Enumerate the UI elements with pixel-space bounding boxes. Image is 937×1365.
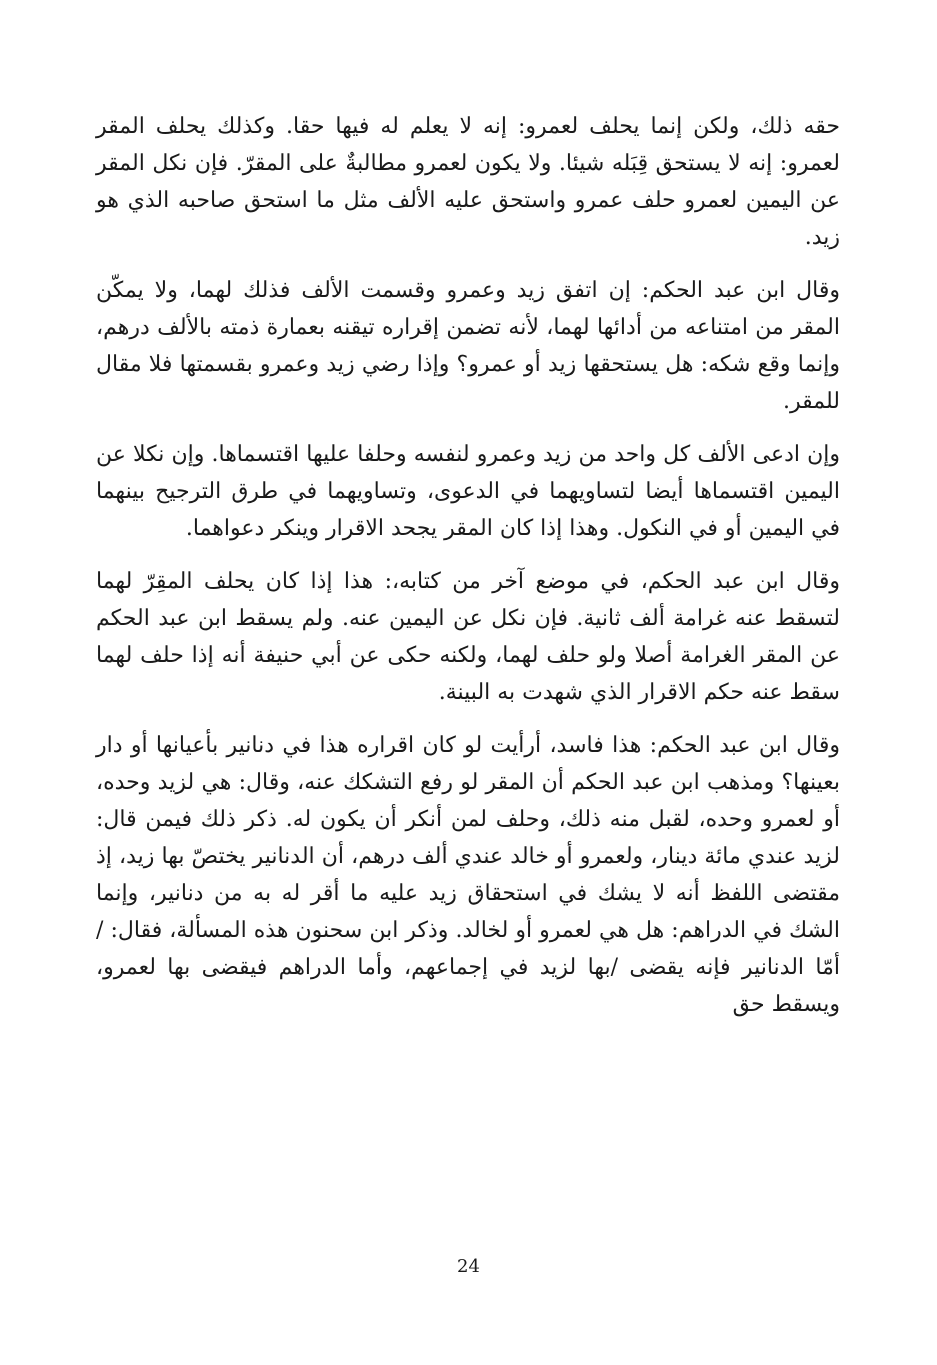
paragraph-3: وإن ادعى الألف كل واحد من زيد وعمرو لنفسه وحلفا عليها اقتسماها. وإن نكلا عن اليمين اقتسماها أيضا لتساويهما في الدعوى، وتساويهما في طرق الترجيح بينهما في اليمين أو في النكول. وهذا إذا كان المقر يجحد الاقرار وينكر دعواهما. xyxy=(96,442,840,541)
paragraph-1: حقه ذلك، ولكن إنما يحلف لعمرو: إنه لا يعلم له فيها حقا. وكذلك يحلف المقر لعمرو: إنه لا يستحق قِبَله شيئا. ولا يكون لعمرو مطالبةٌ على المقرّ. فإن نكل المقر عن اليمين لعمرو حلف عمرو واستحق عليه الألف مثل ما استحق صاحبه الذي هو زيد. xyxy=(96,114,840,250)
document-page xyxy=(96,108,840,1248)
paragraph-5: وقال ابن عبد الحكم: هذا فاسد، أرأيت لو كان اقراره هذا في دنانير بأعيانها أو دار بعينها؟ ومذهب ابن عبد الحكم أن المقر لو رفع التشكك عنه، وقال: هي لزيد وحده، أو لعمرو وحده، لقبل منه ذلك، وحلف لمن أنكر أن يكون له. ذكر ذلك فيمن قال: لزيد عندي مائة دينار، ولعمرو أو خالد عندي ألف درهم، أن الدنانير يختصّ بها زيد، إذ مقتضى اللفظ أنه لا يشك في استحقاق زيد عليه ما أقر له به من دنانير، وإنما الشك في الدراهم: هل هي لعمرو أو لخالد. وذكر ابن سحنون هذه المسألة، فقال: / أمّا الدنانير فإنه يقضى /بها لزيد في إجماعهم، وأما الدراهم فيقضى بها لعمرو، ويسقط حق xyxy=(96,733,841,1017)
page-number: 24 xyxy=(457,1256,480,1277)
paragraph-2: وقال ابن عبد الحكم: إن اتفق زيد وعمرو وقسمت الألف فذلك لهما، ولا يمكّن المقر من امتناعه من أدائها لهما، لأنه تضمن إقراره تيقنه بعمارة ذمته بالألف درهم، وإنما وقع شكه: هل يستحقها زيد أو عمرو؟ وإذا رضي زيد وعمرو بقسمتها فلا مقال للمقر. xyxy=(96,278,840,414)
paragraph-4: وقال ابن عبد الحكم، في موضع آخر من كتابه،: هذا إذا كان يحلف المقِرّ لهما لتسقط عنه غرامة ألف ثانية. فإن نكل عن اليمين عنه. ولم يسقط ابن عبد الحكم عن المقر الغرامة أصلا ولو حلف لهما، ولكنه حكى عن أبي حنيفة أنه إذا حلف لهما سقط عنه حكم الاقرار الذي شهدت به البينة. xyxy=(96,569,840,705)
